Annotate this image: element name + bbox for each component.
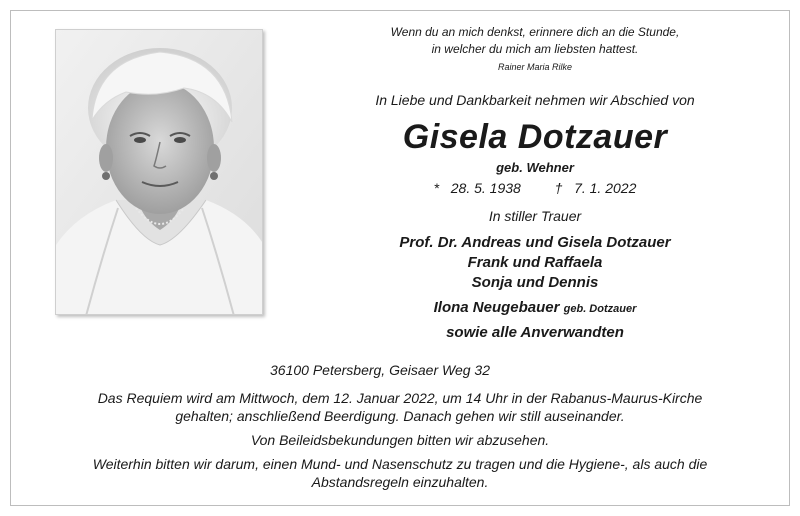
mourner-line-1: Prof. Dr. Andreas und Gisela Dotzauer [399,234,671,251]
requiem-line-2: gehalten; anschließend Beerdigung. Danach gehen wir still auseinander. [175,408,625,424]
death-date: 7. 1. 2022 [574,180,637,196]
mourner-line-5: sowie alle Anverwandten [446,324,624,341]
address: 36100 Petersberg, Geisaer Weg 32 [270,362,490,378]
quote-author: Rainer Maria Rilke [497,62,573,72]
deceased-name: Gisela Dotzauer [402,118,668,156]
hygiene-line-2: Abstandsregeln einzuhalten. [311,474,489,490]
mourning-heading: In stiller Trauer [488,208,582,224]
requiem-line-1: Das Requiem wird am Mittwoch, dem 12. Januar 2022, um 14 Uhr in der Rabanus-Maurus-Kirche [97,390,703,406]
birth-symbol: * [433,180,440,196]
farewell-intro: In Liebe und Dankbarkeit nehmen wir Abschied von [375,92,695,108]
quote-line-1: Wenn du an mich denkst, erinnere dich an die Stunde, [390,25,680,39]
mourner-line-2: Frank und Raffaela [467,254,603,271]
mourner-maiden: geb. Dotzauer [563,303,637,315]
mourner-line-4 [270,299,800,316]
condolence-note: Von Beileidsbekundungen bitten wir abzusehen. [250,432,550,448]
birth-date: 28. 5. 1938 [450,180,521,196]
death-symbol: † [554,180,563,196]
mourner-name: Ilona Neugebauer [433,299,560,316]
portrait-photo [55,29,263,315]
mourner-line-3: Sonja und Dennis [471,274,599,291]
quote-line-2: in welcher du mich am liebsten hattest. [431,42,639,56]
maiden-name: geb. Wehner [496,160,574,175]
portrait-image [56,30,263,315]
life-dates [270,180,800,196]
hygiene-line-1: Weiterhin bitten wir darum, einen Mund- und Nasenschutz zu tragen und die Hygiene-, als auch die [92,456,708,472]
